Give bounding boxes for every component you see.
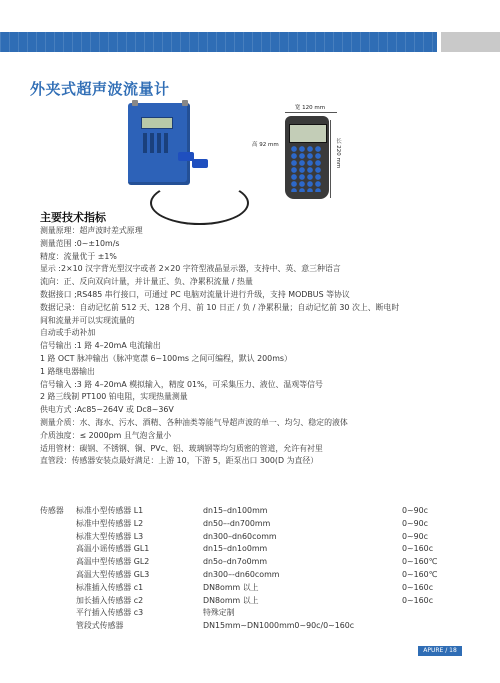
dimension-line — [285, 112, 337, 113]
spec-line: 数据接口 ;RS485 串行接口，可通过 PC 电脑对流量计进行升级，支持 MODBUS 等协议 — [40, 289, 350, 299]
sensor-temp: 0~160c — [402, 544, 434, 554]
sensor-range: dn15–dn1o0mm — [203, 544, 268, 554]
mount-ear — [132, 100, 138, 106]
spec-line: 自动或手动补加 — [40, 328, 96, 338]
sensor-temp: 0~160c — [402, 582, 434, 592]
flowmeter-display — [141, 117, 173, 129]
sensor-temp: 0~90c — [402, 506, 429, 515]
spec-line: 间和流量并可以实现流量的 — [40, 315, 135, 325]
spec-line: 流向：正、反向双向计量，并计量正、负、净累积流量 / 热量 — [40, 277, 253, 287]
sensor-name: 管段式传感器 — [76, 621, 124, 631]
handheld-display — [289, 124, 327, 143]
section-heading: 主要技术指标 — [40, 211, 106, 224]
spec-line: 适用管材：碳钢、不锈钢、铜、PVc、铝、玻璃钢等均匀质密的管道，允许有衬里 — [40, 443, 323, 453]
spec-line: 供电方式 :Ac85~264V 或 Dc8~36V — [40, 405, 174, 415]
dimension-line — [330, 120, 331, 198]
spec-line: 测量介质：水、海水、污水、酒精、各种油类等能气导超声波的单一、均匀、稳定的液体 — [40, 417, 348, 427]
sensor-row — [76, 505, 476, 518]
sensor-name: 标准小型传感器 L1 — [76, 506, 144, 515]
sensor-row — [76, 607, 476, 620]
spec-list — [40, 225, 480, 468]
sensor-name: 标准插入传感器 c1 — [76, 582, 144, 592]
spec-line: 介质浊度：≤ 2000pm 且气泡含量小 — [40, 430, 172, 440]
sensor-name: 标准中型传感器 L2 — [76, 518, 144, 528]
sensor-range: DN8omm 以上 — [203, 582, 259, 592]
spec-line: 测量范围 :0~±10m/s — [40, 238, 120, 248]
sensor-name: 高温小谣传感器 GL1 — [76, 544, 150, 554]
spec-line: 1 路继电器输出 — [40, 366, 95, 376]
sensor-range: DN15mm~DN1000mm0~90c/0~160c — [203, 621, 355, 631]
sensor-name: 高温中型传感器 GL2 — [76, 557, 150, 567]
header-bar-accent — [441, 32, 500, 52]
sensor-range: DN8omm 以上 — [203, 595, 259, 605]
spec-line: 测量原理：超声波时差式原理 — [40, 226, 143, 235]
sensor-row — [76, 556, 476, 569]
sensor-temp: 0~90c — [402, 531, 429, 541]
spec-line: 信号输出 :1 路 4–20mA 电流输出 — [40, 341, 161, 351]
sensor-label: 传感器 — [40, 506, 64, 515]
spec-line: 信号输入 :3 路 4–20mA 模拟输入，精度 01%，可采集压力、液位、温观等信号 — [40, 379, 323, 389]
spec-line: 精度：流量优于 ±1% — [40, 251, 117, 261]
sensor-range: 特殊定制 — [203, 608, 235, 618]
sensor-table — [76, 505, 476, 633]
sensor-name: 加长插入传感器 c2 — [76, 595, 144, 605]
sensor-range: dn300–dn60comm — [203, 531, 277, 541]
handheld-flowmeter-image — [285, 116, 329, 199]
sensor-temp: 0~90c — [402, 518, 429, 528]
spec-line: 数据记录：自动记忆前 512 天、128 个月、前 10 日正 / 负 / 净累积量；自动记忆前 30 次上、断电时 — [40, 302, 400, 312]
sensor-name: 高温大型传感器 GL3 — [76, 569, 150, 579]
dimension-width: 宽 120 mm — [294, 105, 326, 111]
clamp-on-flowmeter-image — [120, 97, 245, 197]
spec-line: 2 路三线制 PT100 铂电阻，实现热量测量 — [40, 392, 188, 402]
sensor-row — [76, 543, 476, 556]
sensor-row — [76, 531, 476, 544]
sensor-temp: 0~160℃ — [402, 557, 438, 567]
header-bar-pattern — [0, 32, 437, 52]
sensor-range: dn5o–dn7o0mm — [203, 557, 268, 567]
sensor-row — [76, 518, 476, 531]
sensor-row — [76, 582, 476, 595]
page-title: 外夹式超声波流量计 — [30, 80, 170, 98]
sensor-row — [76, 620, 476, 633]
sensor-range: dn50–-dn700mm — [203, 518, 271, 528]
transducer-probe — [192, 159, 208, 168]
dimension-length: 长 220 mm — [335, 138, 341, 169]
sensor-name: 平行插入传感器 c3 — [76, 608, 144, 618]
sensor-temp: 0~160c — [402, 595, 434, 605]
spec-line: 直管段：传感器安装点最好满足：上游 10，下游 5，距泵出口 300(D 为直径） — [40, 456, 319, 466]
page-number-badge: APURE / 18 — [418, 646, 462, 656]
spec-line: 显示 :2×10 汉字背光型汉字或者 2×20 字符型液晶显示器，支持中、英、意三种语言 — [40, 264, 341, 274]
transducer-cable — [150, 181, 249, 225]
handheld-keypad — [291, 146, 323, 192]
dimension-height: 高 92 mm — [252, 142, 279, 148]
sensor-range: dn15–dn100mm — [203, 506, 268, 515]
spec-line: 1 路 OCT 脉冲输出（脉冲宽凚 6~100ms 之间可编程，默认 200ms） — [40, 353, 292, 363]
sensor-row — [76, 595, 476, 608]
sensor-name: 标准大型传感器 L3 — [76, 531, 144, 541]
mount-ear — [182, 100, 188, 106]
flowmeter-keypad — [143, 133, 169, 153]
sensor-row — [76, 569, 476, 582]
sensor-range: dn300–-dn60comm — [203, 569, 280, 579]
sensor-temp: 0~160℃ — [402, 569, 438, 579]
